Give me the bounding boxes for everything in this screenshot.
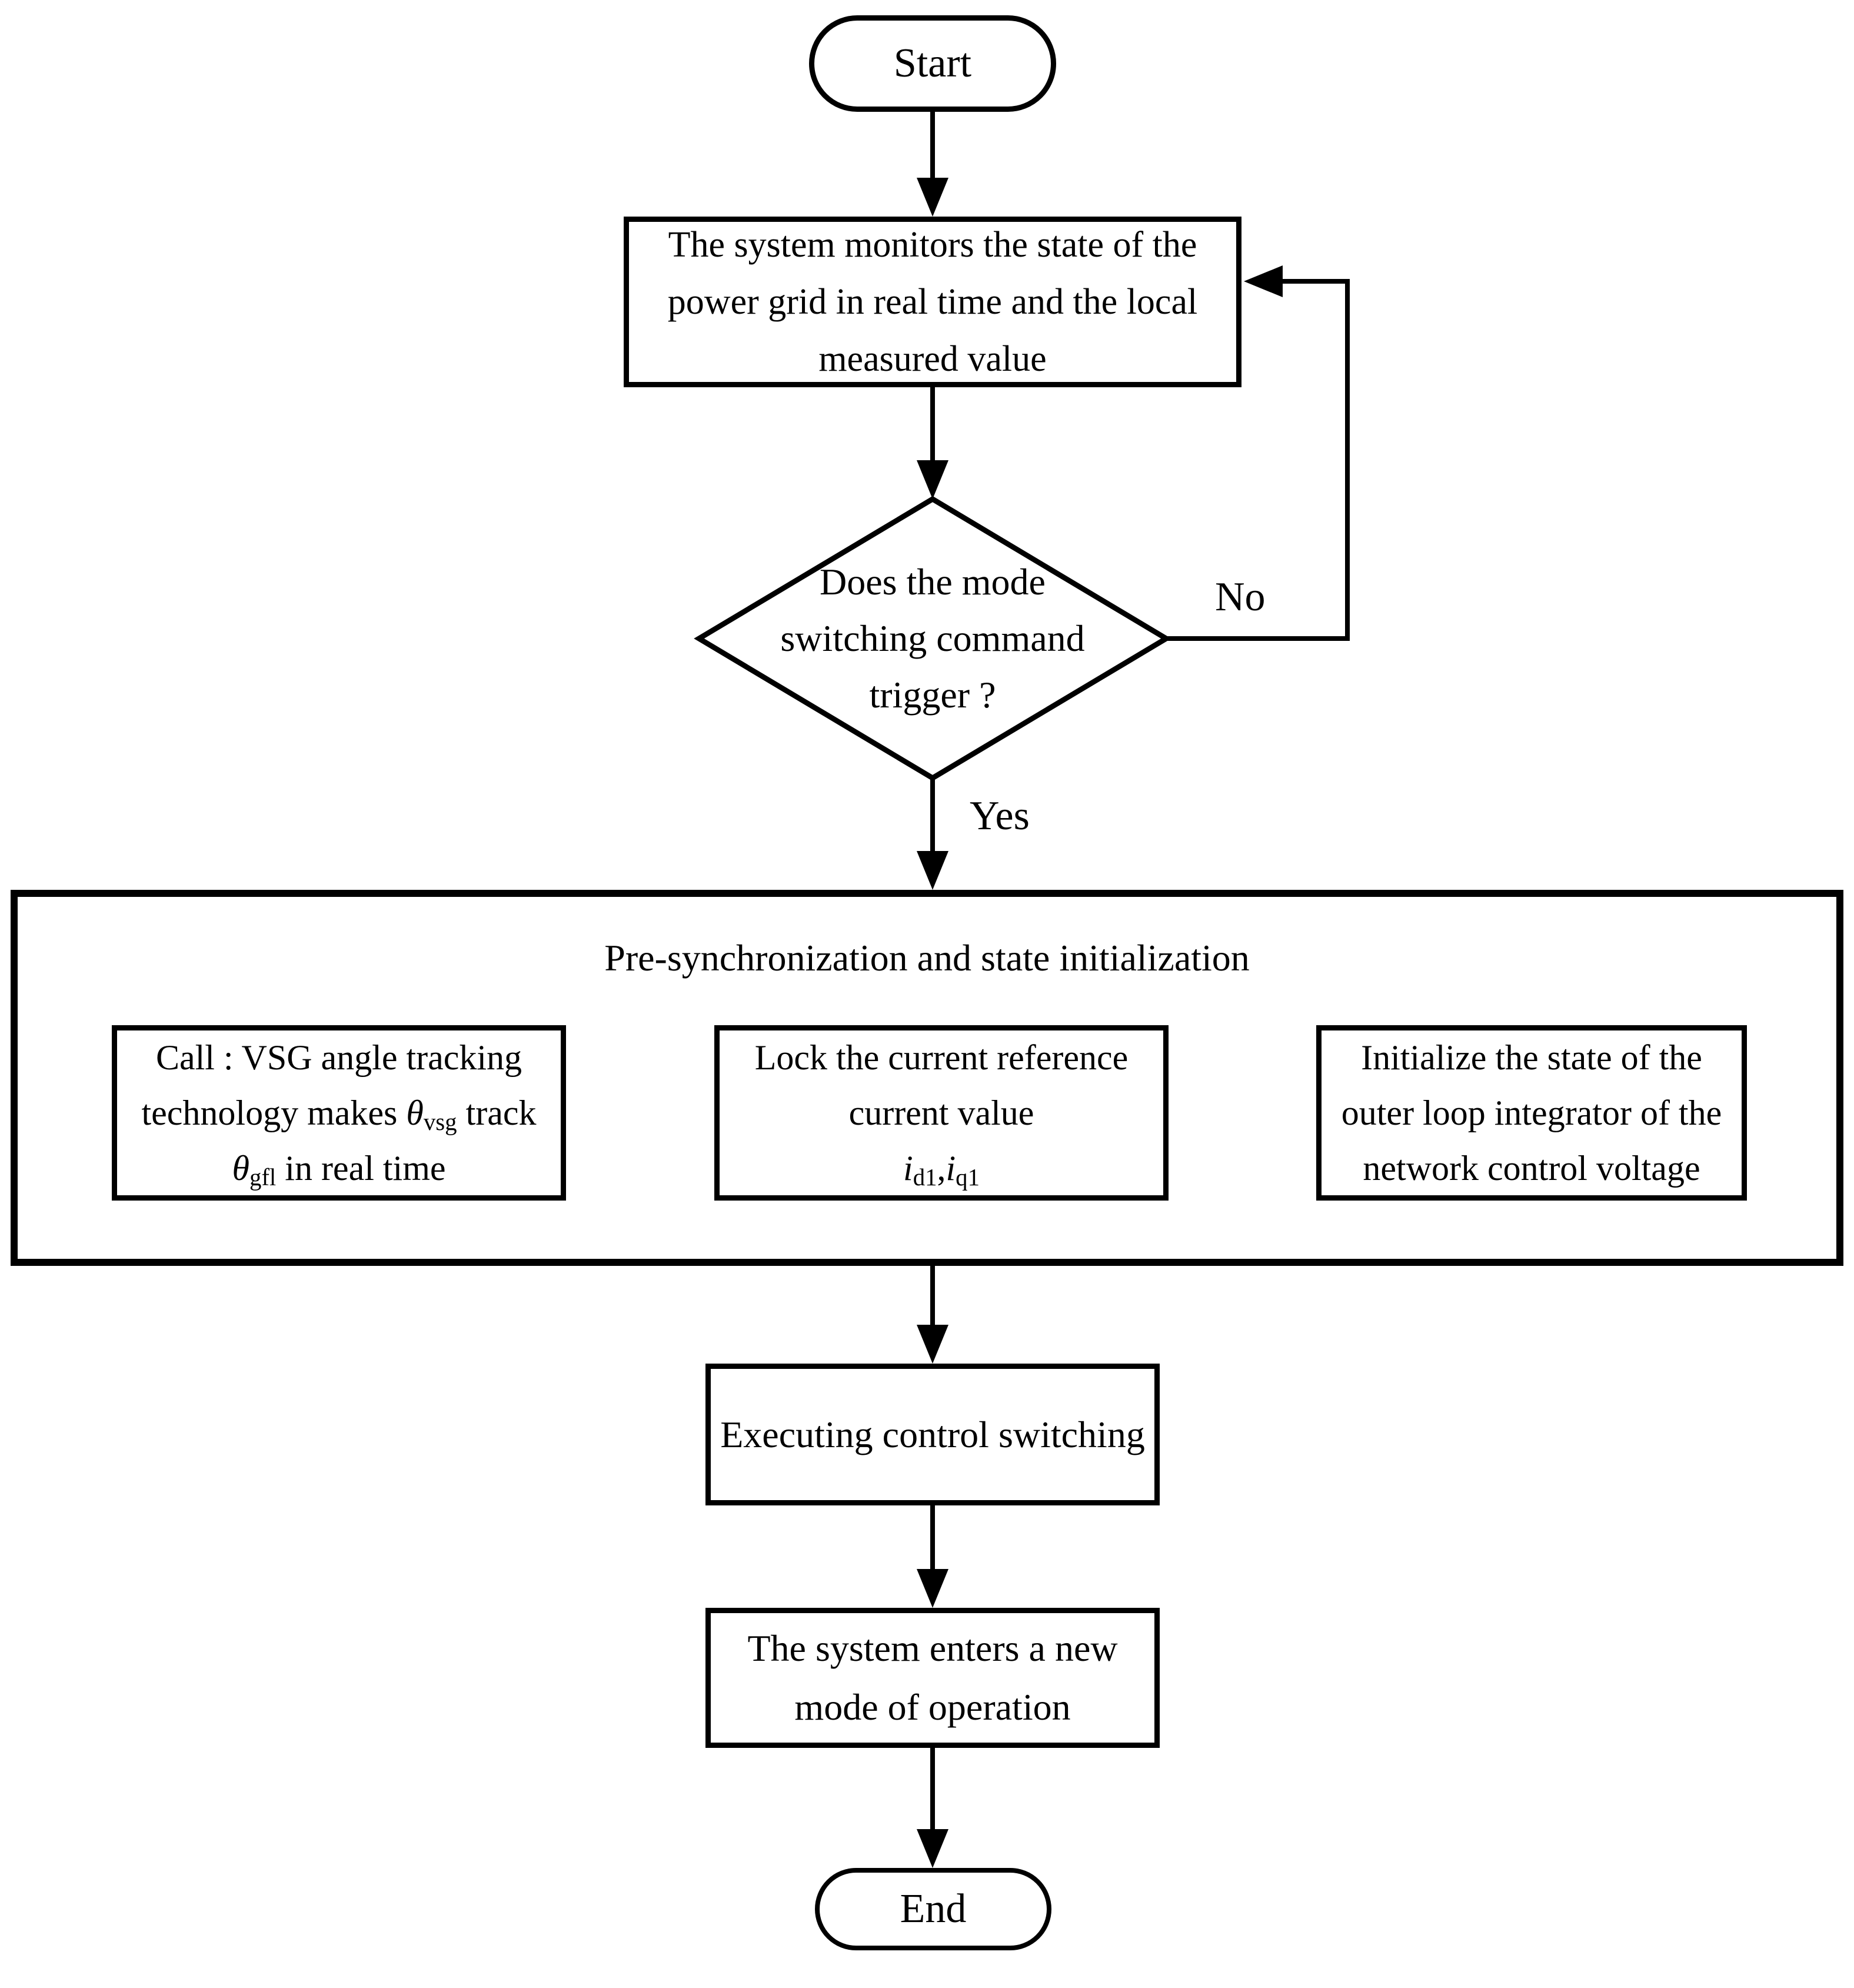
text-line: current value — [848, 1093, 1034, 1132]
current-subscript: d1 — [913, 1163, 937, 1191]
yes-label: Yes — [970, 793, 1030, 839]
text-line: measured value — [818, 338, 1047, 379]
theta-subscript: gfl — [249, 1163, 277, 1191]
text-line: Initialize the state of the — [1361, 1038, 1702, 1077]
vsg-tracking-box — [112, 1025, 566, 1201]
arrow-decision-to-presync — [917, 778, 948, 890]
text-line: Lock the current reference — [754, 1038, 1129, 1077]
presync-title-text: Pre-synchronization and state initialization — [604, 937, 1250, 979]
text-line: The system enters a new — [747, 1627, 1118, 1669]
text-line: $\theta_{gfl}$ in real time — [232, 1149, 446, 1191]
text-line: Does the mode — [820, 561, 1046, 603]
text-line: power grid in real time and the local — [667, 281, 1198, 322]
arrow-presync-to-executing — [917, 1266, 948, 1364]
text-line: trigger ? — [869, 674, 996, 716]
arrow-start-to-monitor — [917, 112, 948, 217]
start-node — [809, 15, 1056, 112]
monitor-box — [624, 217, 1241, 387]
no-label: No — [1215, 574, 1266, 620]
arrow-newmode-to-end — [917, 1748, 948, 1868]
start-label: Start — [893, 41, 972, 86]
presync-title — [11, 939, 1843, 978]
lock-current-box — [714, 1025, 1169, 1201]
theta-symbol: θ — [406, 1093, 424, 1132]
end-label: End — [900, 1886, 967, 1932]
init-integrator-box — [1316, 1025, 1747, 1201]
arrow-executing-to-newmode — [917, 1505, 948, 1608]
current-subscript: q1 — [956, 1163, 980, 1191]
theta-symbol: θ — [232, 1149, 249, 1188]
text-line: $i_{d1},i_{q1}$ — [903, 1149, 980, 1191]
end-node — [815, 1868, 1051, 1950]
current-symbol: i — [903, 1149, 913, 1188]
arrow-monitor-to-decision — [917, 385, 948, 499]
text-line: mode of operation — [794, 1686, 1071, 1728]
text-line: outer loop integrator of the — [1341, 1093, 1722, 1132]
text-line: Executing control switching — [720, 1413, 1145, 1455]
new-mode-box — [705, 1608, 1160, 1748]
text-line: switching command — [780, 617, 1085, 659]
text-line: The system monitors the state of the — [668, 224, 1197, 265]
theta-subscript: vsg — [423, 1108, 457, 1135]
text-line: technology makes $\theta_{vsg}$ track — [141, 1093, 537, 1135]
text-line: network control voltage — [1363, 1149, 1700, 1188]
decision-label — [727, 550, 1139, 727]
text-line: Call : VSG angle tracking — [155, 1038, 522, 1077]
current-symbol: i — [946, 1149, 956, 1188]
executing-box — [705, 1364, 1160, 1505]
